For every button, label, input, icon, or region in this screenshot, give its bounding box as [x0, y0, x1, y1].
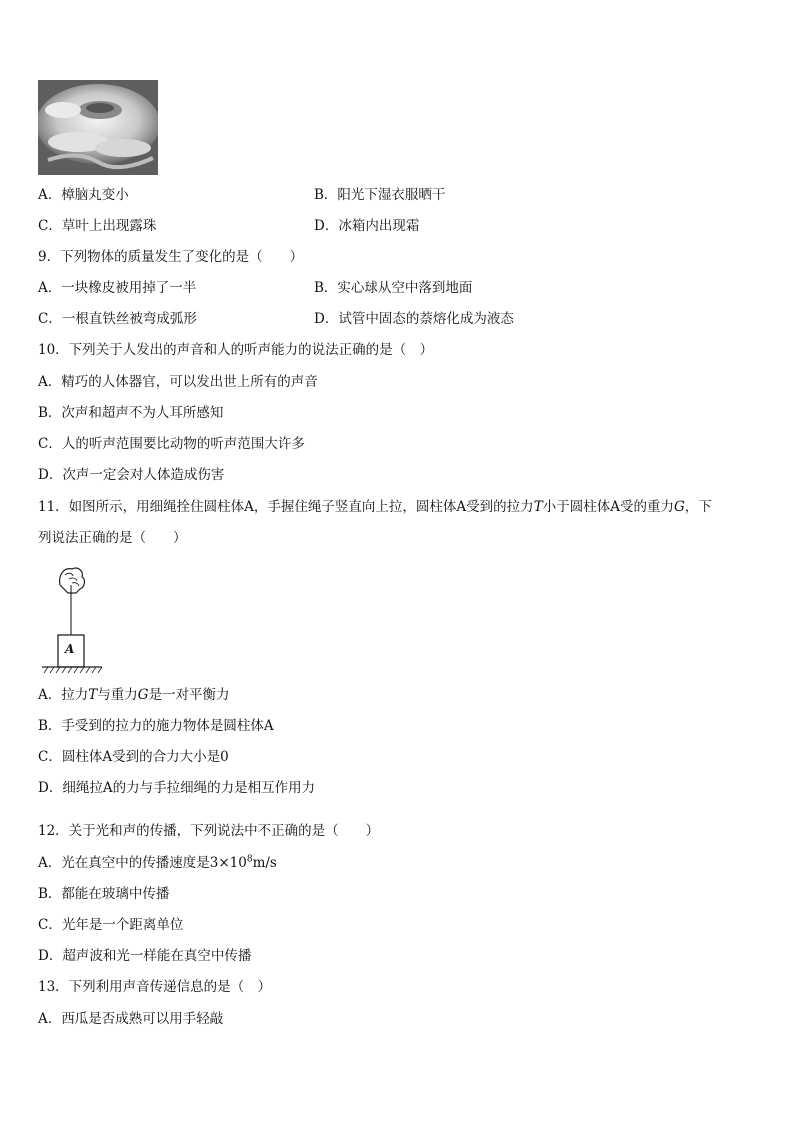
q11-option-a-part-1: A．拉力 [38, 687, 89, 703]
q9-option-d: D．试管中固态的萘熔化成为液态 [314, 311, 514, 327]
q13-option-a: A．西瓜是否成熟可以用手轻敲 [38, 1011, 224, 1027]
q10-option-a: A．精巧的人体器官，可以发出世上所有的声音 [38, 374, 318, 390]
q8-option-a: A．樟脑丸变小 [38, 187, 129, 203]
q11-option-a-part-3: 是一对平衡力 [148, 687, 230, 703]
q11-option-c: C．圆柱体A受到的合力大小是0 [38, 749, 229, 765]
q11-stem-symbol-g: G [673, 499, 685, 515]
q11-stem-part-1: 11．如图所示，用细绳拴住圆柱体A，手握住绳子竖直向上拉，圆柱体A受到的拉力 [38, 499, 534, 515]
q10-option-b: B．次声和超声不为人耳所感知 [38, 405, 224, 421]
q11-option-a-symbol-t: T [88, 687, 98, 703]
q9-stem: 9．下列物体的质量发生了变化的是（ ） [38, 249, 304, 265]
q8-option-b: B．阳光下湿衣服晒干 [314, 187, 446, 203]
q9-option-a: A．一块橡皮被用掉了一半 [38, 280, 197, 296]
q11-stem-part-3: ，下 [684, 499, 712, 515]
q8-option-d: D．冰箱内出现霜 [314, 218, 420, 234]
q11-option-d: D．细绳拉A的力与手拉细绳的力是相互作用力 [38, 780, 316, 796]
hand-string-cylinder-figure [38, 563, 128, 678]
q11-option-a-part-2: 与重力 [97, 687, 138, 703]
q12-option-a-part-2: m/s [252, 855, 277, 871]
q12-option-c: C．光年是一个距离单位 [38, 917, 184, 933]
cylinder-label: A [65, 642, 75, 656]
q9-option-b: B．实心球从空中落到地面 [314, 280, 473, 296]
q12-option-b: B．都能在玻璃中传播 [38, 886, 170, 902]
q12-stem: 12．关于光和声的传播，下列说法中不正确的是（ ） [38, 823, 380, 839]
q10-option-c: C．人的听声范围要比动物的听声范围大许多 [38, 436, 305, 452]
q13-stem: 13．下列利用声音传递信息的是（ ） [38, 979, 272, 995]
q11-stem-symbol-t: T [533, 499, 543, 515]
q11-option-a-symbol-g: G [137, 687, 149, 703]
q8-option-c: C．草叶上出现露珠 [38, 218, 157, 234]
q12-option-a [38, 854, 277, 872]
q12-option-d: D．超声波和光一样能在真空中传播 [38, 948, 252, 964]
q11-option-a [38, 686, 230, 704]
dry-ice-fog-photo [38, 80, 158, 175]
q11-stem-line-1 [38, 498, 712, 516]
q10-stem: 10．下列关于人发出的声音和人的听声能力的说法正确的是（ ） [38, 342, 434, 358]
q12-option-a-exponent: 8 [246, 854, 253, 865]
q11-stem-part-2: 小于圆柱体A受的重力 [542, 499, 674, 515]
q11-option-b: B．手受到的拉力的施力物体是圆柱体A [38, 718, 274, 734]
q11-stem-line-2: 列说法正确的是（ ） [38, 530, 187, 546]
q9-option-c: C．一根直铁丝被弯成弧形 [38, 311, 197, 327]
q10-option-d: D．次声一定会对人体造成伤害 [38, 467, 225, 483]
q12-option-a-part-1: A．光在真空中的传播速度是3×10 [38, 855, 247, 871]
